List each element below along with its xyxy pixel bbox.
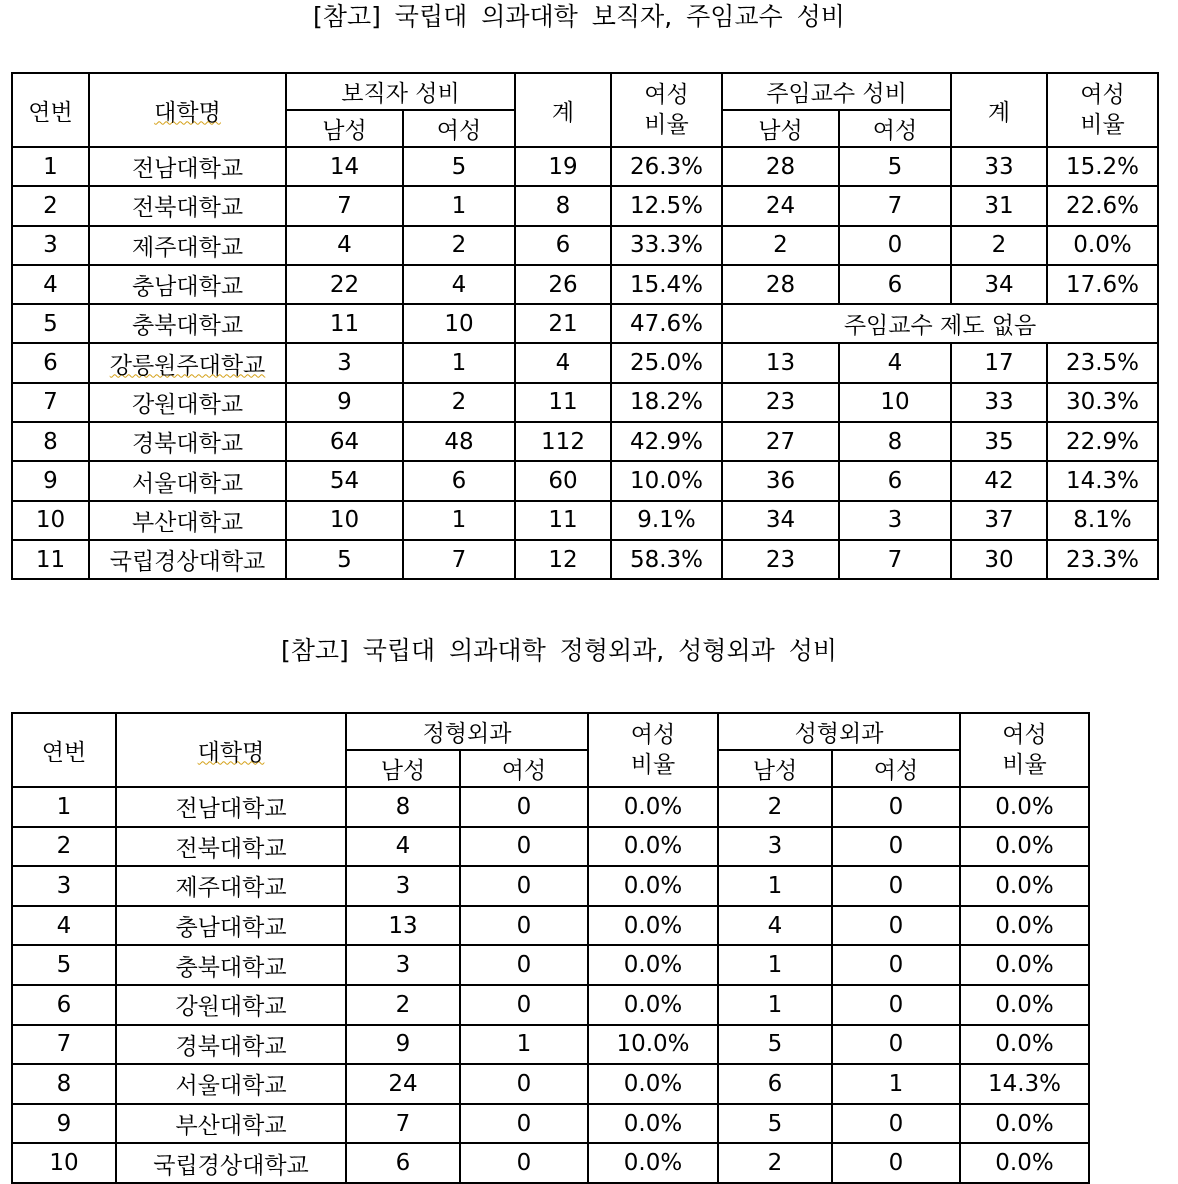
table-row [12, 343, 1158, 382]
leader-male: 11 [286, 304, 403, 343]
leader-total: 6 [515, 226, 611, 265]
header-group-a: 정형외과 [346, 713, 588, 750]
header-ratio-a [588, 713, 718, 787]
ortho-female: 0 [460, 945, 588, 985]
leader-total: 12 [515, 540, 611, 579]
leader-total: 4 [515, 343, 611, 382]
university-name: 충남대학교 [116, 906, 346, 946]
plastic-female-ratio: 14.3% [960, 1064, 1089, 1104]
chair-male: 36 [722, 461, 839, 500]
header-male-b: 남성 [722, 110, 839, 147]
ratio-line1: 여성 [1080, 82, 1125, 108]
leader-female: 1 [403, 501, 515, 540]
header-ratio-b [960, 713, 1089, 787]
leader-female: 4 [403, 265, 515, 304]
leader-female-ratio: 15.4% [611, 265, 722, 304]
plastic-male: 5 [718, 1025, 832, 1065]
chair-total: 30 [951, 540, 1047, 579]
leader-male: 64 [286, 422, 403, 461]
ortho-female: 0 [460, 985, 588, 1025]
ortho-female-ratio: 0.0% [588, 787, 718, 827]
chair-female: 6 [839, 265, 951, 304]
row-no: 3 [12, 226, 89, 265]
university-name: 전북대학교 [89, 186, 286, 225]
leader-total: 60 [515, 461, 611, 500]
row-no: 5 [12, 945, 116, 985]
header-male-a: 남성 [286, 110, 403, 147]
chair-total: 33 [951, 383, 1047, 422]
leader-total: 8 [515, 186, 611, 225]
leader-female: 2 [403, 383, 515, 422]
ortho-female-ratio: 0.0% [588, 945, 718, 985]
row-no: 11 [12, 540, 89, 579]
plastic-male: 4 [718, 906, 832, 946]
row-no: 8 [12, 422, 89, 461]
leader-female: 2 [403, 226, 515, 265]
leader-female-ratio: 47.6% [611, 304, 722, 343]
leader-male: 4 [286, 226, 403, 265]
university-name: 국립경상대학교 [116, 1143, 346, 1183]
plastic-male: 6 [718, 1064, 832, 1104]
header-group-b: 주임교수 성비 [722, 73, 951, 110]
header-male-a: 남성 [346, 750, 460, 787]
ortho-female: 0 [460, 866, 588, 906]
row-no: 9 [12, 461, 89, 500]
chair-male: 2 [722, 226, 839, 265]
chair-female-ratio: 30.3% [1047, 383, 1158, 422]
ortho-male: 8 [346, 787, 460, 827]
header-group-b: 성형외과 [718, 713, 960, 750]
plastic-female-ratio: 0.0% [960, 1025, 1089, 1065]
chair-female: 6 [839, 461, 951, 500]
ratio-line1: 여성 [1002, 722, 1047, 748]
chair-female: 10 [839, 383, 951, 422]
ortho-female-ratio: 0.0% [588, 866, 718, 906]
university-name: 부산대학교 [116, 1104, 346, 1144]
ortho-male: 3 [346, 945, 460, 985]
chair-female-ratio: 22.9% [1047, 422, 1158, 461]
leader-male: 7 [286, 186, 403, 225]
plastic-female: 0 [832, 787, 960, 827]
table-row [12, 304, 1158, 343]
header-total-a: 계 [515, 73, 611, 147]
leader-male: 5 [286, 540, 403, 579]
chair-total: 37 [951, 501, 1047, 540]
plastic-female: 0 [832, 827, 960, 867]
chair-female: 7 [839, 540, 951, 579]
chair-total: 17 [951, 343, 1047, 382]
leader-female: 48 [403, 422, 515, 461]
ortho-female-ratio: 0.0% [588, 1143, 718, 1183]
leader-male: 54 [286, 461, 403, 500]
chair-male: 24 [722, 186, 839, 225]
ortho-male: 7 [346, 1104, 460, 1144]
ortho-male: 13 [346, 906, 460, 946]
ortho-female: 0 [460, 827, 588, 867]
ortho-male: 24 [346, 1064, 460, 1104]
leader-female-ratio: 12.5% [611, 186, 722, 225]
header-ratio-a [611, 73, 722, 147]
leader-female: 7 [403, 540, 515, 579]
ortho-female-ratio: 0.0% [588, 1104, 718, 1144]
row-no: 1 [12, 147, 89, 186]
university-name: 강원대학교 [89, 383, 286, 422]
leader-female-ratio: 9.1% [611, 501, 722, 540]
plastic-female-ratio: 0.0% [960, 945, 1089, 985]
row-no: 7 [12, 383, 89, 422]
header-ratio-b [1047, 73, 1158, 147]
header-female-b: 여성 [839, 110, 951, 147]
ratio-line1: 여성 [630, 722, 676, 748]
header-female-a: 여성 [403, 110, 515, 147]
plastic-female-ratio: 0.0% [960, 1143, 1089, 1183]
header-no: 연번 [12, 713, 116, 787]
leader-female-ratio: 42.9% [611, 422, 722, 461]
plastic-female: 0 [832, 1104, 960, 1144]
chair-male: 27 [722, 422, 839, 461]
leader-total: 11 [515, 501, 611, 540]
table-row [12, 226, 1158, 265]
row-no: 2 [12, 186, 89, 225]
header-university [89, 73, 286, 147]
leader-male: 10 [286, 501, 403, 540]
leader-male: 9 [286, 383, 403, 422]
university-name: 서울대학교 [89, 461, 286, 500]
ortho-female: 0 [460, 1064, 588, 1104]
table-row [12, 147, 1158, 186]
leader-female-ratio: 26.3% [611, 147, 722, 186]
chair-female: 8 [839, 422, 951, 461]
plastic-female: 0 [832, 866, 960, 906]
university-name: 충남대학교 [89, 265, 286, 304]
header-female-a: 여성 [460, 750, 588, 787]
ortho-female: 0 [460, 787, 588, 827]
chair-female-ratio: 23.5% [1047, 343, 1158, 382]
header-male-b: 남성 [718, 750, 832, 787]
leader-total: 26 [515, 265, 611, 304]
leader-total: 11 [515, 383, 611, 422]
chair-total: 35 [951, 422, 1047, 461]
leader-female: 10 [403, 304, 515, 343]
university-name: 제주대학교 [116, 866, 346, 906]
leader-total: 19 [515, 147, 611, 186]
ortho-male: 6 [346, 1143, 460, 1183]
plastic-female: 1 [832, 1064, 960, 1104]
leader-male: 22 [286, 265, 403, 304]
leader-female-ratio: 18.2% [611, 383, 722, 422]
chair-male: 23 [722, 383, 839, 422]
plastic-female: 0 [832, 1143, 960, 1183]
plastic-female-ratio: 0.0% [960, 787, 1089, 827]
chair-female: 3 [839, 501, 951, 540]
chair-female-ratio: 22.6% [1047, 186, 1158, 225]
row-no: 10 [12, 1143, 116, 1183]
chair-male: 28 [722, 147, 839, 186]
leader-male: 3 [286, 343, 403, 382]
ortho-male: 3 [346, 866, 460, 906]
header-university [116, 713, 346, 787]
plastic-male: 1 [718, 945, 832, 985]
chair-male: 13 [722, 343, 839, 382]
university-name: 경북대학교 [89, 422, 286, 461]
university-name: 충북대학교 [116, 945, 346, 985]
ortho-female: 0 [460, 1143, 588, 1183]
table2-title: [참고] 국립대 의과대학 정형외과, 성형외과 성비 [280, 636, 838, 665]
row-no: 7 [12, 1025, 116, 1065]
chair-total: 31 [951, 186, 1047, 225]
chair-female-ratio: 8.1% [1047, 501, 1158, 540]
chair-female-ratio: 15.2% [1047, 147, 1158, 186]
university-name: 충북대학교 [89, 304, 286, 343]
university-name: 서울대학교 [116, 1064, 346, 1104]
header-university-text: 대학명 [197, 739, 265, 766]
ortho-male: 4 [346, 827, 460, 867]
table-row [12, 422, 1158, 461]
chair-female: 5 [839, 147, 951, 186]
table-row [12, 827, 1089, 867]
chair-male: 23 [722, 540, 839, 579]
ratio-line1: 여성 [644, 82, 689, 108]
table-row [12, 866, 1089, 906]
plastic-male: 1 [718, 985, 832, 1025]
chair-female: 0 [839, 226, 951, 265]
row-no: 4 [12, 906, 116, 946]
ortho-female-ratio: 0.0% [588, 827, 718, 867]
plastic-male: 2 [718, 1143, 832, 1183]
university-name: 전북대학교 [116, 827, 346, 867]
leader-male: 14 [286, 147, 403, 186]
chair-female-ratio: 23.3% [1047, 540, 1158, 579]
leader-female: 5 [403, 147, 515, 186]
ortho-female-ratio: 10.0% [588, 1025, 718, 1065]
leader-female-ratio: 25.0% [611, 343, 722, 382]
university-name: 경북대학교 [116, 1025, 346, 1065]
leader-female-ratio: 10.0% [611, 461, 722, 500]
header-university-text: 대학명 [154, 99, 221, 126]
table-row [12, 501, 1158, 540]
ratio-line2: 비율 [1080, 112, 1125, 138]
row-no: 6 [12, 343, 89, 382]
ortho-female-ratio: 0.0% [588, 906, 718, 946]
leadership-gender-table [11, 72, 1159, 580]
ortho-male: 9 [346, 1025, 460, 1065]
plastic-female: 0 [832, 945, 960, 985]
table-row [12, 265, 1158, 304]
university-name: 전남대학교 [116, 787, 346, 827]
table-row [12, 186, 1158, 225]
ortho-female: 1 [460, 1025, 588, 1065]
ortho-female: 0 [460, 1104, 588, 1144]
ortho-female-ratio: 0.0% [588, 1064, 718, 1104]
row-no: 5 [12, 304, 89, 343]
table1-title: [참고] 국립대 의과대학 보직자, 주임교수 성비 [313, 2, 845, 31]
chair-female-ratio: 0.0% [1047, 226, 1158, 265]
chair-female-ratio: 17.6% [1047, 265, 1158, 304]
ratio-line2: 비율 [630, 752, 676, 778]
header-group-a: 보직자 성비 [286, 73, 515, 110]
plastic-male: 1 [718, 866, 832, 906]
row-no: 6 [12, 985, 116, 1025]
chair-total: 33 [951, 147, 1047, 186]
table-row [12, 1143, 1089, 1183]
ratio-line2: 비율 [644, 112, 689, 138]
leader-female-ratio: 33.3% [611, 226, 722, 265]
plastic-female-ratio: 0.0% [960, 827, 1089, 867]
leader-total: 21 [515, 304, 611, 343]
row-no: 1 [12, 787, 116, 827]
plastic-female-ratio: 0.0% [960, 985, 1089, 1025]
leader-female: 1 [403, 186, 515, 225]
table-row [12, 540, 1158, 579]
row-no: 9 [12, 1104, 116, 1144]
leader-total: 112 [515, 422, 611, 461]
ortho-female: 0 [460, 906, 588, 946]
table-row [12, 945, 1089, 985]
plastic-female: 0 [832, 985, 960, 1025]
plastic-male: 3 [718, 827, 832, 867]
plastic-female-ratio: 0.0% [960, 1104, 1089, 1144]
plastic-female-ratio: 0.0% [960, 906, 1089, 946]
leader-female: 1 [403, 343, 515, 382]
university-name: 강원대학교 [116, 985, 346, 1025]
header-female-b: 여성 [832, 750, 960, 787]
table-row [12, 1025, 1089, 1065]
table-row [12, 985, 1089, 1025]
chair-total: 2 [951, 226, 1047, 265]
table-row [12, 1064, 1089, 1104]
chair-female-ratio: 14.3% [1047, 461, 1158, 500]
chair-male: 34 [722, 501, 839, 540]
plastic-female: 0 [832, 1025, 960, 1065]
university-name: 국립경상대학교 [89, 540, 286, 579]
university-name: 제주대학교 [89, 226, 286, 265]
plastic-female: 0 [832, 906, 960, 946]
leader-female-ratio: 58.3% [611, 540, 722, 579]
university-name: 부산대학교 [89, 501, 286, 540]
header-total-b: 계 [951, 73, 1047, 147]
row-no: 10 [12, 501, 89, 540]
row-no: 8 [12, 1064, 116, 1104]
row-no: 3 [12, 866, 116, 906]
ratio-line2: 비율 [1002, 752, 1047, 778]
table-row [12, 461, 1158, 500]
leader-female: 6 [403, 461, 515, 500]
chair-total: 42 [951, 461, 1047, 500]
row-no: 4 [12, 265, 89, 304]
table-row [12, 1104, 1089, 1144]
no-chair-system-note: 주임교수 제도 없음 [722, 304, 1158, 343]
table-row [12, 787, 1089, 827]
chair-total: 34 [951, 265, 1047, 304]
table-row [12, 906, 1089, 946]
chair-female: 7 [839, 186, 951, 225]
university-name: 강릉원주대학교 [89, 343, 286, 382]
plastic-male: 2 [718, 787, 832, 827]
surgery-gender-table [11, 712, 1090, 1184]
plastic-female-ratio: 0.0% [960, 866, 1089, 906]
chair-female: 4 [839, 343, 951, 382]
plastic-male: 5 [718, 1104, 832, 1144]
ortho-male: 2 [346, 985, 460, 1025]
row-no: 2 [12, 827, 116, 867]
table-row [12, 383, 1158, 422]
ortho-female-ratio: 0.0% [588, 985, 718, 1025]
header-no: 연번 [12, 73, 89, 147]
chair-male: 28 [722, 265, 839, 304]
university-name: 전남대학교 [89, 147, 286, 186]
